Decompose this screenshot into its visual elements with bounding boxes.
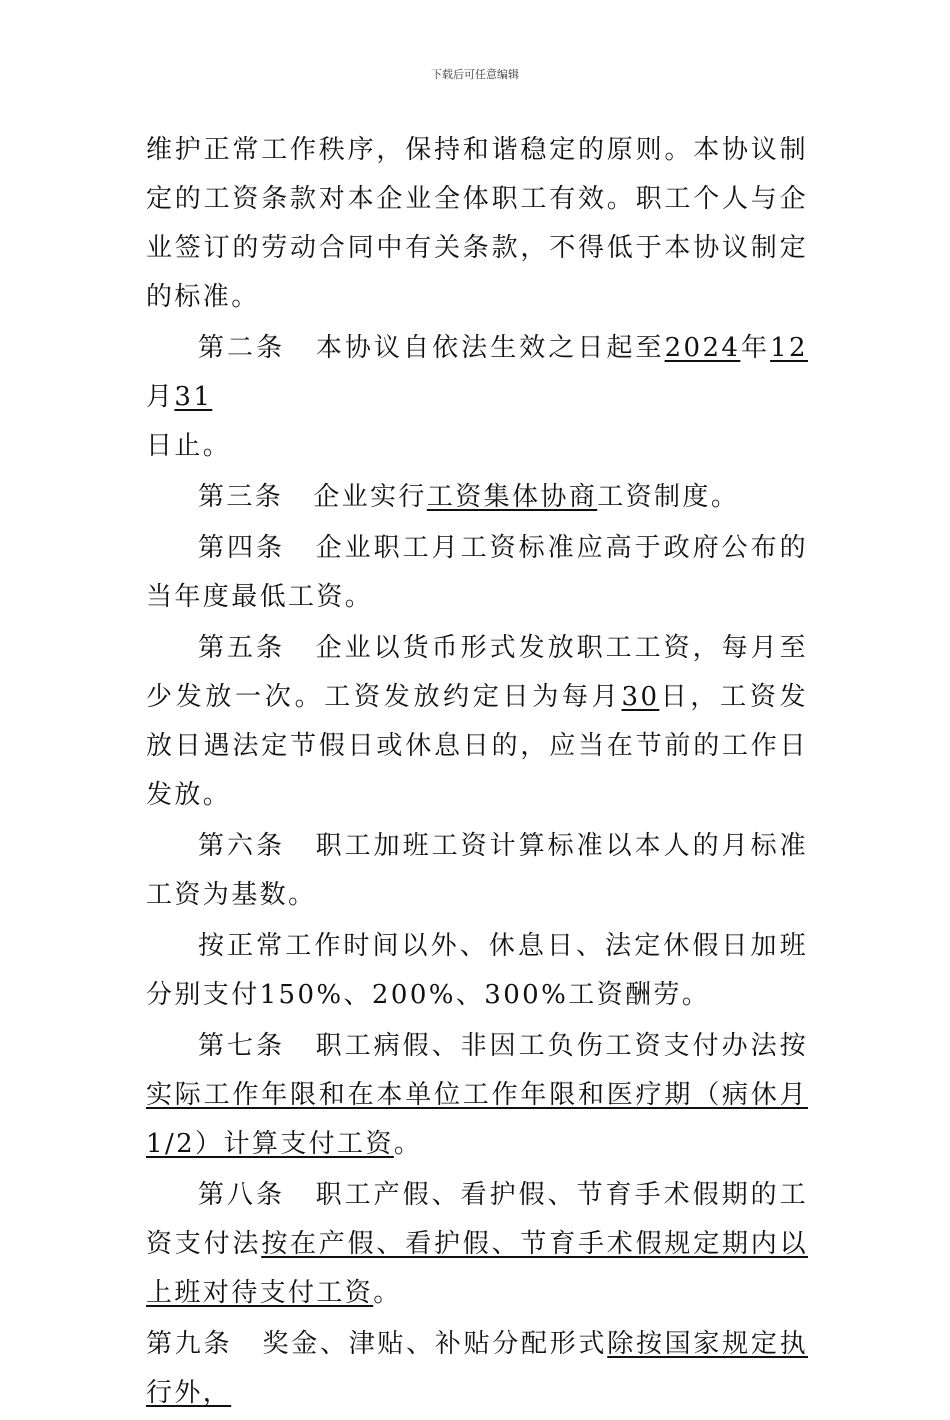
article-2 — [146, 324, 808, 471]
paragraph-overtime-rates: 按正常工作时间以外、休息日、法定休假日加班分别支付150%、200%、300%工资酬劳。 — [146, 931, 808, 1010]
article-2-text: 本协议自依法生效之日起至 — [315, 333, 665, 363]
article-3-underlined: 工资集体协商 — [426, 482, 598, 512]
article-9-text: 奖金、津贴、补贴分配形式 — [262, 1329, 608, 1359]
article-9-underlined: 除按国家规定执行外， — [146, 1329, 808, 1408]
article-5-label: 第五条 — [198, 633, 285, 663]
article-8-label: 第八条 — [198, 1180, 285, 1210]
article-5-text: 企业以货币形式发放职工工资，每月至少发放一次。工资发放约定日为每月 — [146, 633, 808, 712]
article-8-underlined: 按在产假、看护假、节育手术假规定期内以上班对待支付工资 — [146, 1229, 808, 1308]
article-2-day: 31 — [174, 382, 213, 412]
article-2-label: 第二条 — [198, 333, 286, 363]
article-8-text: 职工产假、看护假、节育手术假期的工资支付法 — [146, 1180, 808, 1259]
article-3 — [146, 473, 808, 522]
article-4 — [146, 524, 808, 622]
article-5-text-end: 日，工资发放日遇法定节假日或休息日的，应当在节前的工作日发放。 — [146, 682, 808, 810]
paragraph-principles: 维护正常工作秩序，保持和谐稳定的原则。本协议制定的工资条款对本企业全体职工有效。职工个人与企业签订的劳动合同中有关条款，不得低于本协议制定的标准。 — [146, 135, 808, 312]
article-7-underlined: 实际工作年限和在本单位工作年限和医疗期（病休月1/2）计算支付工资 — [146, 1080, 808, 1159]
article-9 — [146, 1320, 808, 1418]
article-5-pay-day: 30 — [621, 682, 660, 712]
article-9-label: 第九条 — [146, 1329, 233, 1359]
article-2-year: 2024 — [664, 333, 741, 363]
article-3-text-end: 工资制度。 — [597, 482, 740, 512]
article-7-text-end: 。 — [393, 1129, 423, 1159]
article-8 — [146, 1171, 808, 1318]
article-2-end: 日止。 — [146, 431, 232, 461]
article-4-label: 第四条 — [198, 533, 285, 563]
article-7-text: 职工病假、非因工负伤工资支付办法按 — [315, 1031, 808, 1061]
article-6 — [146, 822, 808, 920]
document-body — [146, 126, 808, 1420]
article-8-text-end: 。 — [373, 1278, 402, 1308]
article-2-month: 12 — [770, 333, 808, 363]
article-4-text: 企业职工月工资标准应高于政府公布的当年度最低工资。 — [146, 533, 808, 612]
page-header-note: 下载后可任意编辑 — [431, 68, 519, 81]
article-3-label: 第三条 — [198, 482, 284, 512]
article-2-month-unit: 月 — [146, 382, 175, 412]
article-2-year-unit: 年 — [740, 333, 771, 363]
article-7-label: 第七条 — [198, 1031, 285, 1061]
article-6-label: 第六条 — [198, 831, 285, 861]
article-6-text: 职工加班工资计算标准以本人的月标准工资为基数。 — [146, 831, 808, 910]
article-5 — [146, 624, 808, 820]
article-3-text: 企业实行 — [313, 482, 427, 512]
article-7 — [146, 1022, 808, 1169]
